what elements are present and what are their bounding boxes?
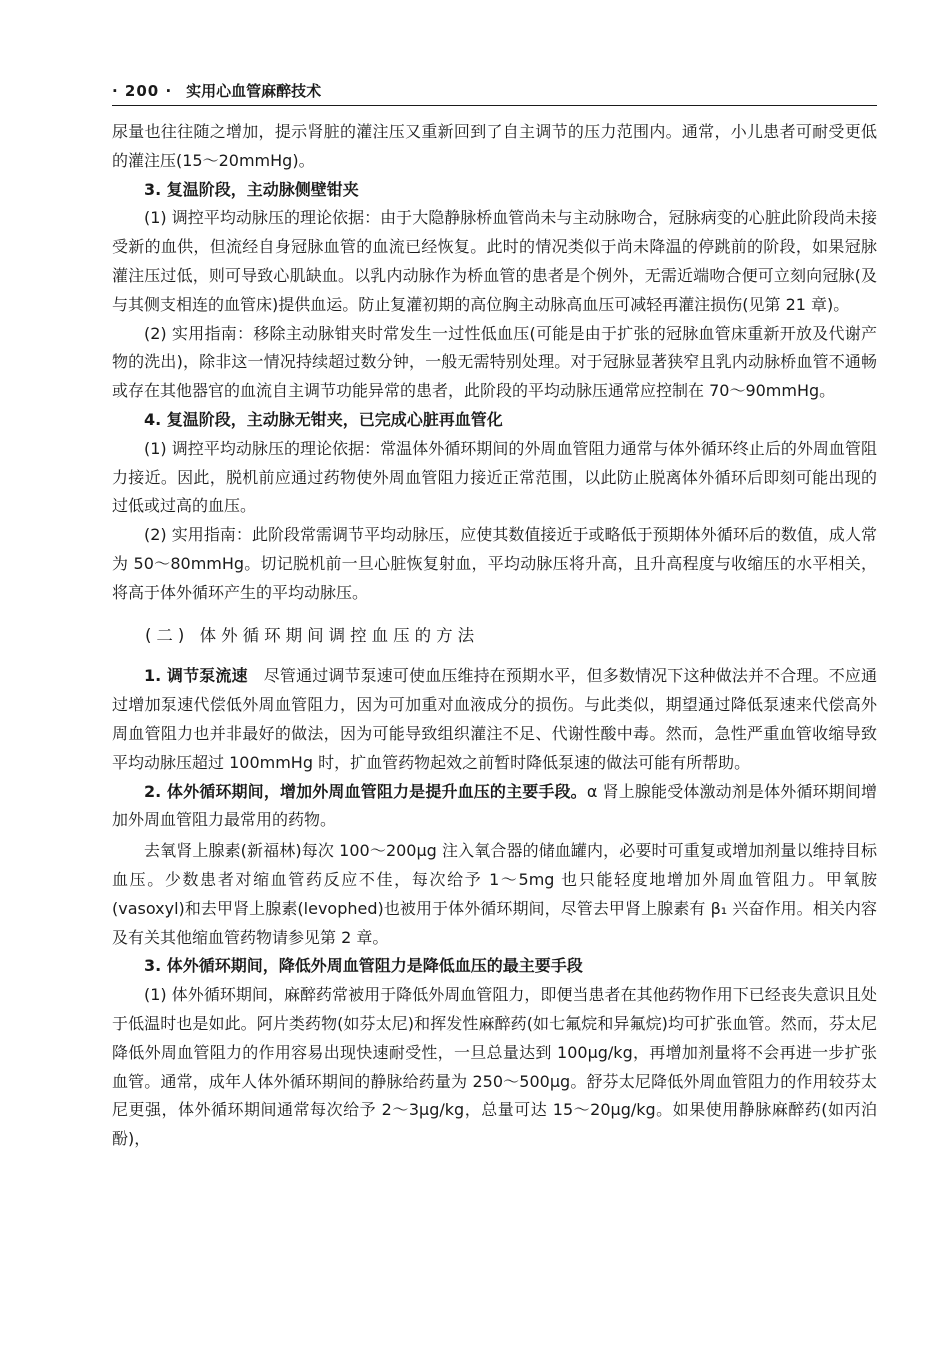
document-page xyxy=(112,80,877,1154)
paragraph: 尿量也往往随之增加，提示肾脏的灌注压又重新回到了自主调节的压力范围内。通常，小儿患者可耐受更低的灌注压(15～20mmHg)。 xyxy=(112,122,877,170)
section-heading: (二) 体外循环期间调控血压的方法 xyxy=(145,625,480,645)
paragraph: (1) 调控平均动脉压的理论依据：由于大隐静脉桥血管尚未与主动脉吻合，冠脉病变的心脏此阶段尚未接受新的血供，但流经自身冠脉血管的血流已经恢复。此时的情况类似于尚未降温的停跳前的阶段，如果冠脉灌注压过低，则可导致心肌缺血。以乳内动脉作为桥血管的患者是个例外，无需近端吻合便可立刻向冠脉(及与其侧支相连的血管床)提供血运。防止复灌初期的高位胸主动脉高血压可减轻再灌注损伤(见第 21 章)。 xyxy=(112,208,877,314)
paragraph-body: α 肾上腺能受体激动剂是体外循环期间增加外周血管阻力最常用的药物。 xyxy=(112,781,877,830)
book-title: 实用心血管麻醉技术 xyxy=(186,82,322,100)
subheading: 4. 复温阶段，主动脉无钳夹，已完成心脏再血管化 xyxy=(144,409,503,429)
paragraph: (1) 体外循环期间，麻醉药常被用于降低外周血管阻力，即便当患者在其他药物作用下已经丧失意识且处于低温时也是如此。阿片类药物(如芬太尼)和挥发性麻醉药(如七氟烷和异氟烷)均可扩张血管。然而，芬太尼降低外周血管阻力的作用容易出现快速耐受性，一旦总量达到 100μg/kg，再增加剂量将不会再进一步扩张血管。通常，成年人体外循环期间的静脉给药量为 250～500μg。舒芬太尼降低外周血管阻力的作用较芬太尼更强，体外循环期间通常每次给予 2～3μg/kg，总量可达 15～20μg/kg。如果使用静脉麻醉药(如丙泊酚)， xyxy=(112,985,877,1149)
subheading: 3. 复温阶段，主动脉侧壁钳夹 xyxy=(144,179,359,199)
paragraph: (1) 调控平均动脉压的理论依据：常温体外循环期间的外周血管阻力通常与体外循环终止后的外周血管阻力接近。因此，脱机前应通过药物使外周血管阻力接近正常范围，以此防止脱离体外循环后即刻可能出现的过低或过高的血压。 xyxy=(112,438,877,516)
paragraph xyxy=(112,662,877,777)
page-number: · 200 · xyxy=(112,82,173,100)
paragraph xyxy=(112,778,877,836)
paragraph-body: 尽管通过调节泵速可使血压维持在预期水平，但多数情况下这种做法并不合理。不应通过增加泵速代偿低外周血管阻力，因为可加重对血液成分的损伤。与此类似，期望通过降低泵速来代偿高外周血管阻力也并非最好的做法，因为可能导致组织灌注不足、代谢性酸中毒。然而，急性严重血管收缩导致平均动脉压超过 100mmHg 时，扩血管药物起效之前暂时降低泵速的做法可能有所帮助。 xyxy=(112,666,877,772)
paragraph: 去氧肾上腺素(新福林)每次 100～200μg 注入氧合器的储血罐内，必要时可重复或增加剂量以维持目标血压。少数患者对缩血管药反应不佳，每次给予 1～5mg 也只能轻度地增加外周血管阻力。甲氧胺(vasoxyl)和去甲肾上腺素(levophed)也被用于体外循环期间，尽管去甲肾上腺素有 β₁ 兴奋作用。相关内容及有关其他缩血管药物请参见第 2 章。 xyxy=(112,841,877,947)
subheading: 3. 体外循环期间，降低外周血管阻力是降低血压的最主要手段 xyxy=(144,956,583,976)
paragraph: (2) 实用指南：移除主动脉钳夹时常发生一过性低血压(可能是由于扩张的冠脉血管床重新开放及代谢产物的洗出)，除非这一情况持续超过数分钟，一般无需特别处理。对于冠脉显著狭窄且乳内动脉桥血管不通畅或存在其他器官的血流自主调节功能异常的患者，此阶段的平均动脉压通常应控制在 70～90mmHg。 xyxy=(112,323,877,401)
inline-heading: 1. 调节泵流速 xyxy=(144,666,248,686)
running-header xyxy=(112,80,877,106)
inline-heading: 2. 体外循环期间，增加外周血管阻力是提升血压的主要手段。 xyxy=(144,781,587,801)
paragraph: (2) 实用指南：此阶段常需调节平均动脉压，应使其数值接近于或略低于预期体外循环后的数值，成人常为 50～80mmHg。切记脱机前一旦心脏恢复射血，平均动脉压将升高，且升高程度与收缩压的水平相关，将高于体外循环产生的平均动脉压。 xyxy=(112,525,877,602)
